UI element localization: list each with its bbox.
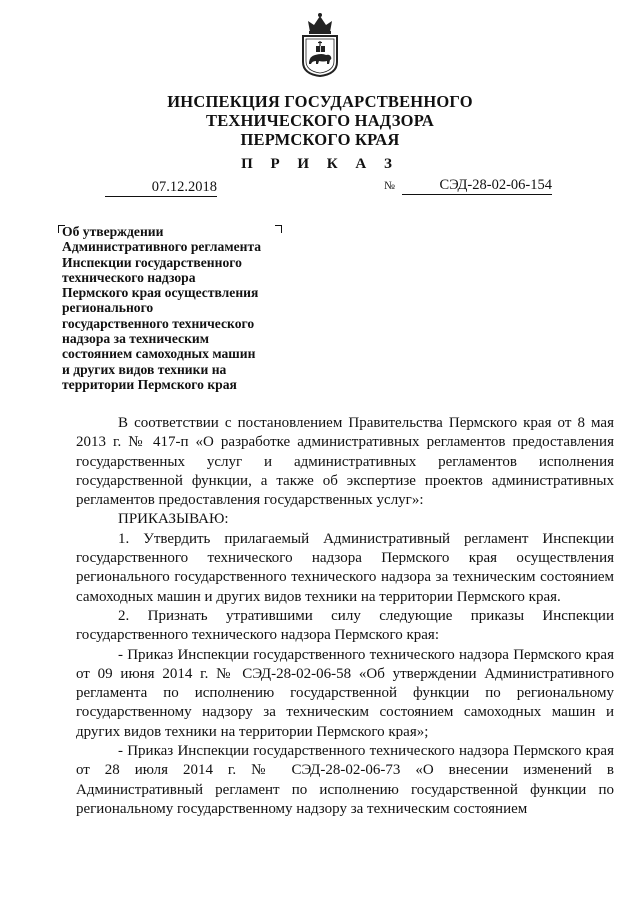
subject-line: и других видов техники на — [62, 361, 227, 377]
org-name-line-2: ТЕХНИЧЕСКОГО НАДЗОРА — [206, 111, 434, 130]
document-subject — [62, 224, 292, 392]
subject-line: Инспекции государственного — [62, 254, 242, 270]
item-2a-paragraph: - Приказ Инспекции государственного технического надзора Пермского края от 09 июня 2014 г. № СЭД-28-02-06-58 «Об утверждении Административного регламента по исполнению государственной функции по региональному государственному надзору за техническим состоянием самоходных машин и других видов техники на территории Пермского края»; — [76, 646, 614, 740]
document-body — [76, 414, 614, 819]
item-2-paragraph: 2. Признать утратившими силу следующие приказы Инспекции государственного технического надзора Пермского края: — [76, 607, 614, 644]
subject-line: Об утверждении — [62, 224, 164, 239]
item-1-paragraph: 1. Утвердить прилагаемый Административный регламент Инспекции государственного технического надзора Пермского края осуществления регионального государственного технического надзора за техническим состоянием самоходных машин и других видов техники на территории Пермского края. — [76, 530, 614, 605]
document-type-heading: П Р И К А З — [241, 156, 399, 172]
subject-line: Пермского края осуществления — [62, 285, 259, 301]
org-name-line-3: ПЕРМСКОГО КРАЯ — [240, 130, 400, 149]
document-number-prefix: № — [384, 180, 395, 192]
command-paragraph: ПРИКАЗЫВАЮ: — [118, 511, 229, 528]
subject-line: технического надзора — [62, 269, 196, 285]
org-name-line-1: ИНСПЕКЦИЯ ГОСУДАРСТВЕННОГО — [167, 92, 473, 111]
document-date: 07.12.2018 — [105, 178, 217, 197]
subject-line: состоянием самоходных машин — [62, 346, 256, 362]
subject-line: Административного регламента — [62, 239, 262, 255]
subject-line: надзора за техническим — [62, 331, 209, 347]
subject-line: территории Пермского края — [62, 376, 237, 392]
item-2b-paragraph: - Приказ Инспекции государственного технического надзора Пермского края от 28 июля 2014 г. № СЭД-28-02-06-73 «О внесении изменений в Административный регламент по исполнению государственной функции по региональному государственному надзору за техническим состоянием — [76, 743, 614, 817]
subject-line: регионального — [62, 300, 154, 316]
subject-line: государственного технического — [62, 315, 255, 331]
document-number: СЭД-28-02-06-154 — [402, 176, 552, 195]
coat-of-arms-emblem — [295, 12, 345, 78]
intro-paragraph: В соответствии с постановлением Правительства Пермского края от 8 мая 2013 г. № 417-п «О разработке административных регламентов предоставления государственных услуг и административных регламентов исполнения государственной функции, а также об экспертизе проектов административных регламентов предоставления государственных услуг»: — [76, 415, 614, 509]
